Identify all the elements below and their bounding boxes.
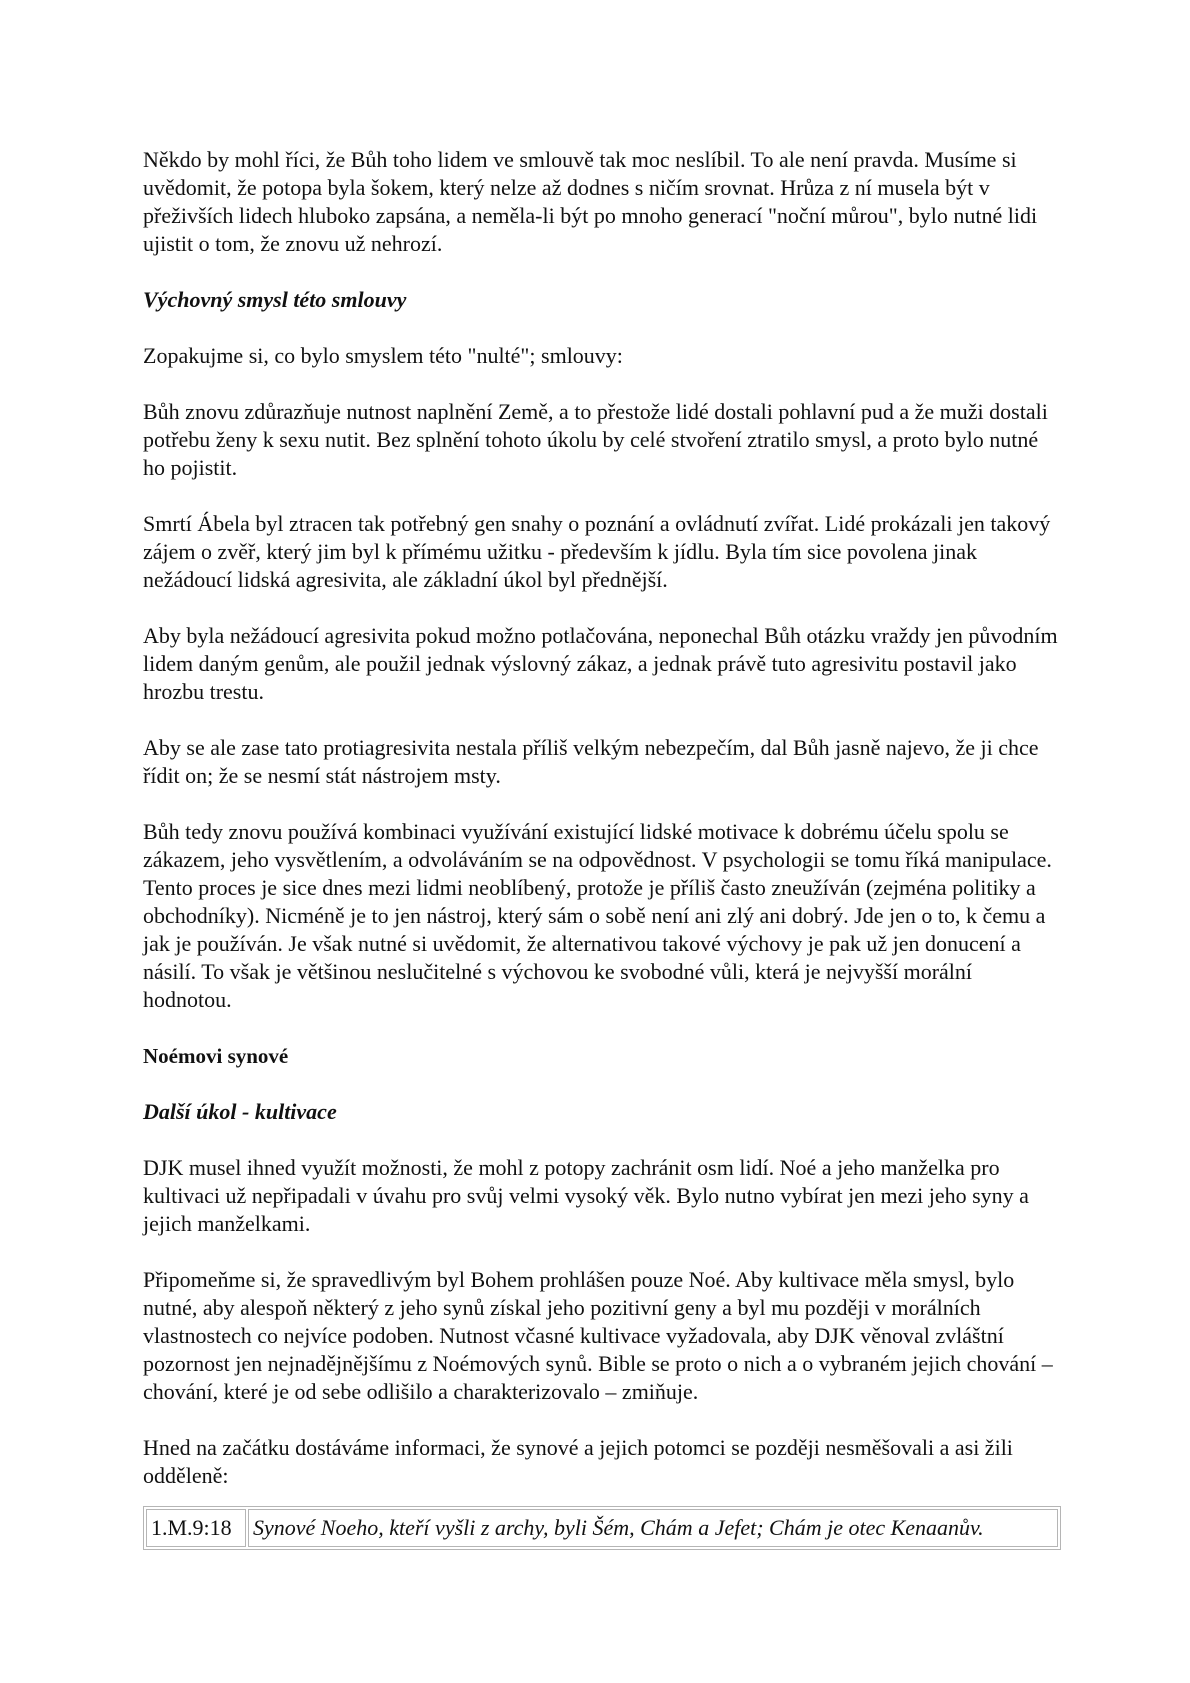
paragraph-8: DJK musel ihned využít možnosti, že mohl z potopy zachránit osm lidí. Noé a jeho manželka pro kultivaci už nepřipadali v úvahu pro svůj velmi vysoký věk. Bylo nutno vybírat jen mezi jeho syny a jejich manželkami. <box>143 1155 1029 1236</box>
paragraph-4: Smrtí Ábela byl ztracen tak potřebný gen snahy o poznání a ovládnutí zvířat. Lidé prokázali jen takový zájem o zvěř, který jim byl k přímému užitku - především k jídlu. Byla tím sice povolena jinak nežádoucí lidská agresivita, ale základní úkol byl přednější. <box>143 511 1051 592</box>
verse-text: Synové Noeho, kteří vyšli z archy, byli Šém, Chám a Jefet; Chám je otec Kenaanův. <box>248 1509 1058 1547</box>
verse-reference: 1.M.9:18 <box>146 1509 246 1547</box>
paragraph-2: Zopakujme si, co bylo smyslem této "nulté"; smlouvy: <box>143 343 623 368</box>
verse-row <box>146 1509 1058 1547</box>
paragraph-9: Připomeňme si, že spravedlivým byl Bohem prohlášen pouze Noé. Aby kultivace měla smysl, bylo nutné, aby alespoň některý z jeho synů získal jeho pozitivní geny a byl mu později v morálních vlastnostech co nejvíce podoben. Nutnost včasné kultivace vyžadovala, aby DJK věnoval zvláštní pozornost jen nejnadějnějšímu z Noémových synů. Bible se proto o nich a o vybraném jejich chování – chování, které je od sebe odlišilo a charakterizovalo – zmiňuje. <box>143 1267 1053 1404</box>
document-page <box>143 146 1063 1550</box>
paragraph-10: Hned na začátku dostáváme informaci, že synové a jejich potomci se později nesměšovali a asi žili odděleně: <box>143 1435 1013 1488</box>
verse-table <box>143 1506 1061 1550</box>
section-heading-noah-sons: Noémovi synové <box>143 1044 289 1068</box>
paragraph-5: Aby byla nežádoucí agresivita pokud možno potlačována, neponechal Bůh otázku vraždy jen původním lidem daným genům, ale použil jednak výslovný zákaz, a jednak právě tuto agresivitu postavil jako hrozbu trestu. <box>143 623 1058 704</box>
section-heading-educational-meaning: Výchovný smysl této smlouvy <box>143 287 407 312</box>
paragraph-1: Někdo by mohl říci, že Bůh toho lidem ve smlouvě tak moc neslíbil. To ale není pravda. Musíme si uvědomit, že potopa byla šokem, který nelze až dodnes s ničím srovnat. Hrůza z ní musela být v přeživších lidech hluboko zapsána, a neměla-li být po mnoho generací "noční můrou", bylo nutné lidi ujistit o tom, že znovu už nehrozí. <box>143 147 1038 256</box>
paragraph-3: Bůh znovu zdůrazňuje nutnost naplnění Země, a to přestože lidé dostali pohlavní pud a že muži dostali potřebu ženy k sexu nutit. Bez splnění tohoto úkolu by celé stvoření ztratilo smysl, a proto bylo nutné ho pojistit. <box>143 399 1048 480</box>
section-heading-next-task: Další úkol - kultivace <box>143 1099 337 1124</box>
paragraph-7: Bůh tedy znovu používá kombinaci využívání existující lidské motivace k dobrému účelu spolu se zákazem, jeho vysvětlením, a odvoláváním se na odpovědnost. V psychologii se tomu říká manipulace. Tento proces je sice dnes mezi lidmi neoblíbený, protože je příliš často zneužíván (zejména politiky a obchodníky). Nicméně je to jen nástroj, který sám o sobě není ani zlý ani dobrý. Jde jen o to, k čemu a jak je používán. Je však nutné si uvědomit, že alternativou takové výchovy je pak už jen donucení a násilí. To však je většinou neslučitelné s výchovou ke svobodné vůli, která je nejvyšší morální hodnotou. <box>143 819 1052 1012</box>
paragraph-6: Aby se ale zase tato protiagresivita nestala příliš velkým nebezpečím, dal Bůh jasně najevo, že ji chce řídit on; že se nesmí stát nástrojem msty. <box>143 735 1039 788</box>
